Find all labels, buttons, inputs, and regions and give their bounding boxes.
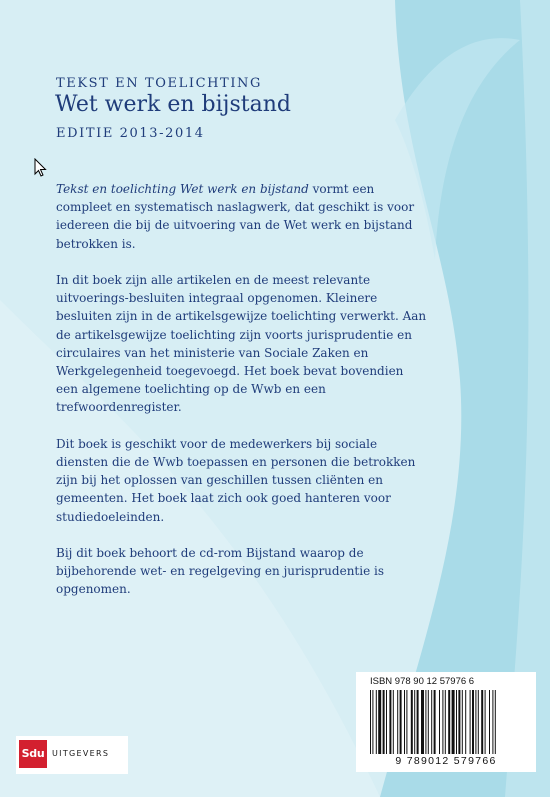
- publisher-name: UITGEVERS: [52, 749, 110, 758]
- series-title: TEKST EN TOELICHTING: [56, 76, 263, 91]
- barcode-digits: 9 789012 579766: [395, 755, 497, 767]
- blurb: [56, 180, 428, 617]
- edition-label: EDITIE 2013-2014: [56, 126, 205, 141]
- blurb-paragraph-4: Bij dit boek behoort de cd-rom Bijstand waarop de bijbehorende wet- en regelgeving en jurisprudentie is opgenomen.: [56, 546, 384, 597]
- book-title: Wet werk en bijstand: [55, 92, 291, 117]
- blurb-paragraph-3: Dit boek is geschikt voor de medewerkers bij sociale diensten die de Wwb toepassen en personen die betrokken zijn bij het oplossen van geschillen tussen cliënten en gemeenten. Het boek laat zich ook goed hanteren voor studiedoeleinden.: [56, 436, 416, 524]
- blurb-title-reference: Tekst en toelichting Wet werk en bijstand: [56, 182, 309, 196]
- publisher-badge: Sdu: [19, 740, 47, 768]
- blurb-paragraph-1: [56, 180, 428, 253]
- barcode-icon: [368, 690, 528, 754]
- mouse-pointer-icon: [34, 158, 48, 178]
- isbn-label: ISBN 978 90 12 57976 6: [370, 676, 475, 687]
- blurb-paragraph-2: In dit boek zijn alle artikelen en de meest relevante uitvoerings-besluiten integraal opgenomen. Kleinere besluiten zijn in de artikelsgewijze toelichting verwerkt. Aan de artikelsgewijze toelichting zijn voorts jurisprudentie en circulaires van het ministerie van Sociale Zaken en Werkgelegenheid toegevoegd. Het boek bevat bovendien een algemene toelichting op de Wwb en een trefwoordenregister.: [56, 273, 427, 415]
- publisher-logo: [16, 736, 128, 774]
- blurb-paragraph-1-text: vormt een compleet en systematisch naslagwerk, dat geschikt is voor iedereen die bij de uitvoering van de Wet werk en bijstand betrokken is.: [56, 182, 415, 251]
